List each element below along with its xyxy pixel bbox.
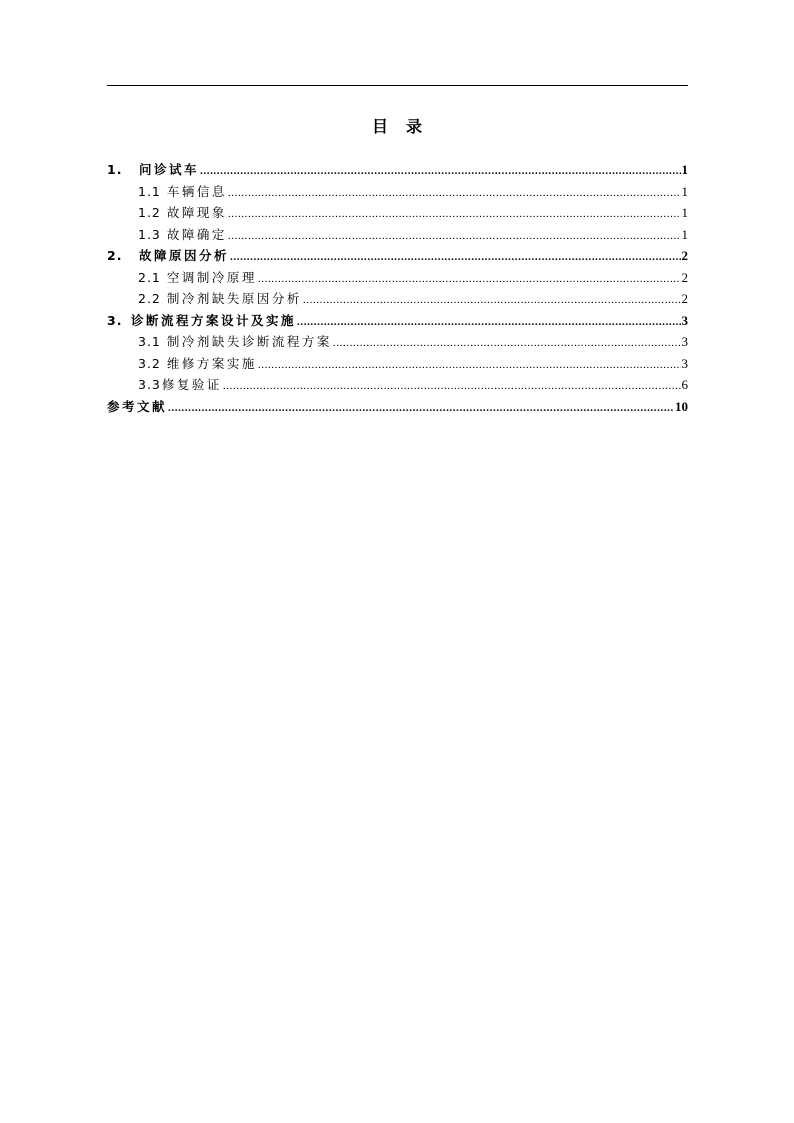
toc-leader-dots [303, 290, 681, 312]
toc-entry-page: 3 [681, 312, 688, 328]
toc-entry-3-2[interactable] [107, 353, 688, 375]
toc-entry-page: 1 [681, 205, 688, 220]
toc-entry-3-1[interactable] [107, 331, 688, 353]
toc-entry-1-2[interactable] [107, 202, 688, 224]
toc-entry-page: 1 [681, 183, 688, 199]
toc-entry-references[interactable] [107, 396, 688, 418]
toc-entry-number: 2.1 [138, 269, 161, 285]
toc-title: 目录 [371, 117, 440, 136]
toc-leader-dots [333, 333, 681, 355]
toc-entry-title: 故障现象 [166, 205, 227, 220]
toc-leader-dots [228, 183, 681, 205]
toc-leader-dots [228, 204, 681, 226]
header-rule [107, 85, 688, 86]
toc-entry-number: 3.2 [138, 355, 161, 371]
toc-entry-page: 2 [681, 248, 688, 263]
toc-entry-title: 制冷剂缺失原因分析 [166, 291, 302, 306]
table-of-contents [107, 159, 688, 417]
toc-entry-title: 维修方案实施 [166, 355, 257, 371]
toc-leader-dots [258, 269, 681, 291]
toc-leader-dots [258, 355, 681, 377]
toc-leader-dots [228, 226, 681, 248]
toc-entry-title: 空调制冷原理 [166, 269, 257, 285]
toc-entry-title: 故障确定 [166, 226, 227, 242]
toc-leader-dots [297, 312, 680, 334]
toc-entry-title: 制冷剂缺失诊断流程方案 [166, 334, 332, 349]
toc-entry-number: 1.1 [138, 183, 161, 199]
toc-entry-page: 6 [681, 377, 688, 392]
toc-entry-1-1[interactable] [107, 181, 688, 203]
toc-entry-number: 2. [107, 248, 123, 263]
toc-entry-number: 3.1 [138, 334, 161, 349]
toc-entry-2-2[interactable] [107, 288, 688, 310]
toc-entry-page: 3 [681, 355, 688, 371]
toc-entry-page: 3 [681, 334, 688, 349]
toc-leader-dots [230, 247, 680, 269]
toc-entry-number: 1.2 [138, 205, 161, 220]
toc-entry-number: 3. [107, 312, 123, 328]
toc-entry-title: 问诊试车 [139, 162, 200, 177]
toc-entry-title: 诊断流程方案设计及实施 [131, 312, 297, 328]
toc-entry-number: 1. [107, 162, 123, 177]
toc-entry-title: 故障原因分析 [139, 248, 230, 263]
toc-entry-2-1[interactable] [107, 267, 688, 289]
toc-entry-page: 10 [675, 398, 688, 414]
toc-entry-3[interactable] [107, 310, 688, 332]
toc-leader-dots [168, 398, 674, 420]
toc-entry-3-3[interactable] [107, 374, 688, 396]
toc-entry-page: 1 [681, 226, 688, 242]
toc-entry-number: 1.3 [138, 226, 161, 242]
toc-entry-number: 2.2 [138, 291, 161, 306]
toc-entry-title: 修复验证 [161, 377, 222, 392]
toc-entry-page: 1 [681, 162, 688, 177]
toc-entry-page: 2 [681, 269, 688, 285]
toc-leader-dots [200, 161, 680, 183]
toc-leader-dots [223, 376, 681, 398]
toc-entry-2[interactable] [107, 245, 688, 267]
toc-entry-number: 3.3 [138, 377, 161, 392]
toc-entry-title: 参考文献 [107, 398, 168, 414]
toc-entry-title: 车辆信息 [166, 183, 227, 199]
toc-entry-1[interactable] [107, 159, 688, 181]
toc-entry-page: 2 [681, 291, 688, 306]
toc-entry-1-3[interactable] [107, 224, 688, 246]
